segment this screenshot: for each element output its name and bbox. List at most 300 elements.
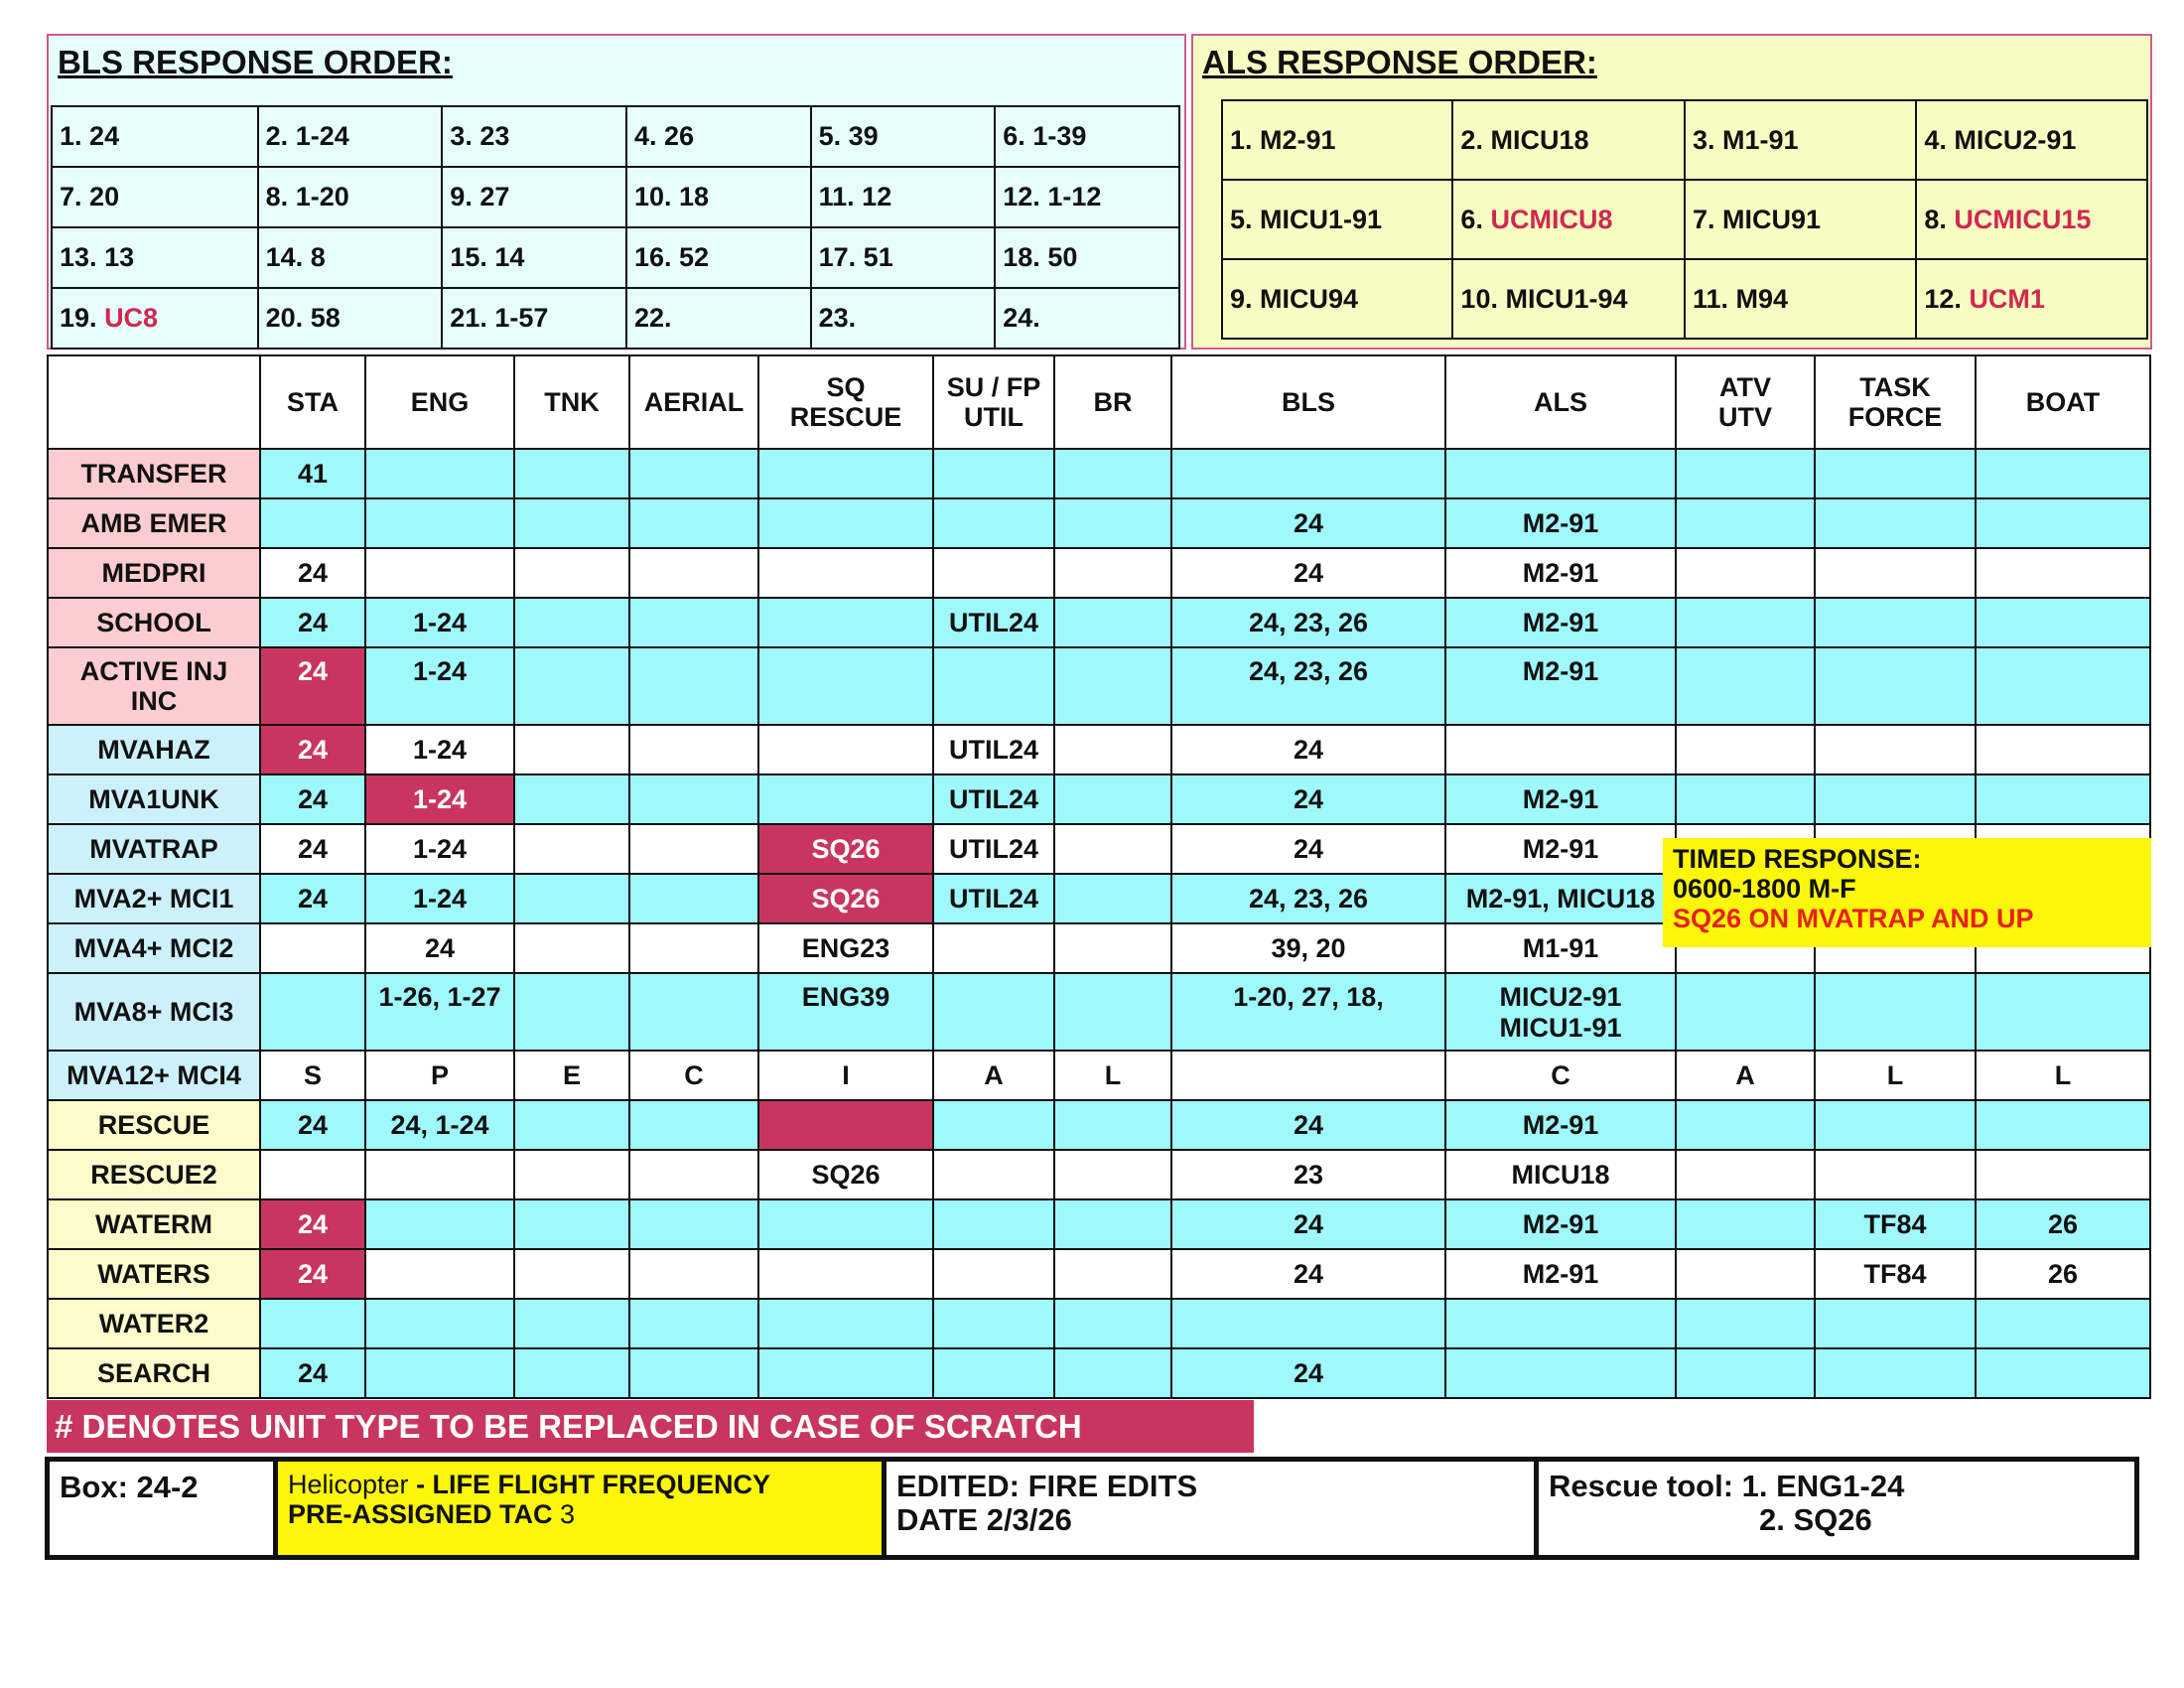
assignment-cell [1976,1100,2150,1150]
assignment-cell: I [758,1051,933,1100]
assignment-cell: L [1054,1051,1171,1100]
assignment-cell: 1-26, 1-27 [365,973,514,1051]
grid-header-text: ENG [410,387,470,417]
assignment-cell: 24 [260,1100,365,1150]
assignment-cell: 1-24 [365,725,514,774]
als-order-rank: 11. [1692,283,1728,314]
tac-label: PRE-ASSIGNED TAC [288,1499,553,1529]
grid-header-cell [365,355,514,449]
als-order-row [1222,180,2147,259]
als-order-table [1221,99,2148,340]
grid-header-text: RESCUE [789,402,902,432]
assignment-cell [1976,774,2150,824]
als-order-cell [1452,180,1685,259]
assignment-cell [1815,598,1976,647]
assignment-cell [1676,774,1815,824]
bls-order-cell [811,167,996,227]
bls-order-cell [995,167,1179,227]
assignment-cell [514,1348,629,1398]
assignment-cell [629,498,758,548]
assignment-cell [514,725,629,774]
assignment-cell [514,874,629,923]
incident-type-label: MVA8+ MCI3 [48,973,260,1051]
assignment-cell [1676,973,1815,1051]
assignment-cell [1054,449,1171,498]
grid-header-text: ATV [1719,372,1771,402]
assignment-cell [514,824,629,874]
assignment-cell [1171,1299,1445,1348]
assignment-cell: M2-91 [1445,598,1676,647]
grid-header-cell [1676,355,1815,449]
assignment-cell [1815,973,1976,1051]
assignment-cell: C [629,1051,758,1100]
als-order-rank: 4. [1924,124,1947,155]
assignment-cell [1815,1299,1976,1348]
rescue-tool-line-2: 2. SQ26 [1759,1502,1872,1537]
assignment-cell [1054,824,1171,874]
bls-order-rank: 9. [450,182,473,211]
als-order-unit: MICU2-91 [1954,124,2077,155]
assignment-cell [1976,548,2150,598]
bls-order-cell [258,227,443,288]
assignment-cell: 24 [260,1199,365,1249]
als-order-rank: 10. [1460,283,1498,314]
assignment-cell [365,1299,514,1348]
als-order-unit: MICU94 [1260,283,1359,314]
assignment-cell: 24 [260,824,365,874]
assignment-cell [933,498,1054,548]
incident-type-label: RESCUE2 [48,1150,260,1199]
assignment-cell [1815,774,1976,824]
assignment-cell [1815,725,1976,774]
assignment-cell-line: MICU1-91 [1499,1013,1622,1043]
bls-order-rank: 21. [450,303,487,333]
bls-order-rank: 14. [265,242,304,272]
assignment-cell [1054,1199,1171,1249]
assignment-cell: 24 [260,725,365,774]
assignment-cell [365,1348,514,1398]
assignment-cell [1054,647,1171,725]
incident-type-label: MVA1UNK [48,774,260,824]
incident-type-label: MVAHAZ [48,725,260,774]
als-order-rank: 8. [1924,204,1947,234]
grid-header-text: STA [287,387,339,417]
als-order-cell [1222,259,1452,339]
assignment-cell: 41 [260,449,365,498]
assignment-cell [514,1199,629,1249]
timed-response-title: TIMED RESPONSE: [1673,844,1922,874]
assignment-cell [1676,1199,1815,1249]
assignment-cell: 24, 23, 26 [1171,874,1445,923]
assignment-cell [629,725,758,774]
assignment-cell [514,449,629,498]
assignment-cell: M2-91 [1445,548,1676,598]
als-order-rank: 5. [1230,204,1253,234]
grid-row [48,774,2150,824]
als-order-rank: 1. [1230,124,1253,155]
assignment-cell: ENG23 [758,923,933,973]
assignment-cell [629,598,758,647]
assignment-cell: A [933,1051,1054,1100]
bls-order-cell [811,106,996,167]
assignment-cell [629,824,758,874]
assignment-cell [365,1199,514,1249]
assignment-cell [1976,498,2150,548]
bls-order-rank: 24. [1003,303,1040,333]
bls-order-cell [626,227,811,288]
bls-order-cell [626,288,811,349]
assignment-cell [1054,923,1171,973]
assignment-cell: UTIL24 [933,598,1054,647]
bls-order-unit: 1-12 [1047,182,1102,211]
als-order-rank: 9. [1230,283,1253,314]
bls-order-cell [995,227,1179,288]
bls-order-rank: 8. [265,182,289,211]
assignment-cell [629,548,758,598]
als-order-unit: MICU91 [1722,204,1822,234]
assignment-cell [1676,725,1815,774]
assignment-cell [758,449,933,498]
bls-order-rank: 19. [60,303,97,333]
assignment-cell: 23 [1171,1150,1445,1199]
helicopter-line [288,1470,872,1499]
grid-header-text: AERIAL [643,387,745,417]
rescue-tool-cell [1537,1460,2137,1558]
assignment-cell [365,498,514,548]
grid-header-text: UTIL [964,402,1024,432]
als-order-cell [1916,259,2147,339]
assignment-cell: UTIL24 [933,774,1054,824]
grid-header-text: SU / FP [946,372,1041,402]
grid-header-cell [1171,355,1445,449]
assignment-cell [758,598,933,647]
grid-row [48,647,2150,725]
assignment-cell [1054,725,1171,774]
bls-order-unit: 52 [679,242,710,272]
als-order-rank: 3. [1692,124,1715,155]
assignment-cell: 24, 23, 26 [1171,647,1445,725]
assignment-cell [1171,449,1445,498]
incident-type-label-line: ACTIVE INJ [79,656,228,686]
als-order-cell [1685,259,1916,339]
als-order-unit: MICU18 [1490,124,1589,155]
bls-order-unit: 1-20 [295,182,349,211]
assignment-cell [1676,498,1815,548]
incident-type-label: TRANSFER [48,449,260,498]
assignment-cell [758,498,933,548]
bls-order-rank: 18. [1003,242,1040,272]
bls-order-cell [626,106,811,167]
rescue-tool-line-1: Rescue tool: 1. ENG1-24 [1549,1469,1905,1503]
bls-order-rank: 1. [60,121,82,151]
assignment-cell [514,548,629,598]
assignment-cell: UTIL24 [933,725,1054,774]
grid-row [48,449,2150,498]
assignment-cell [514,1150,629,1199]
assignment-cell [1815,498,1976,548]
scratch-note-banner [47,1400,1254,1453]
incident-type-label: SEARCH [48,1348,260,1398]
bls-response-order-panel [47,34,1186,350]
incident-type-label: SCHOOL [48,598,260,647]
helicopter-label: Helicopter [288,1470,409,1499]
bls-order-table [51,105,1180,350]
grid-header-text: BR [1093,387,1133,417]
assignment-cell [514,647,629,725]
assignment-cell: 24 [1171,1348,1445,1398]
assignment-cell [1815,1348,1976,1398]
assignment-cell [933,1249,1054,1299]
assignment-cell [1445,1299,1676,1348]
bls-order-unit: 1-39 [1032,121,1087,151]
grid-header-cell [1054,355,1171,449]
bls-order-rank: 7. [60,182,82,211]
assignment-cell: 24 [1171,824,1445,874]
assignment-cell [260,498,365,548]
incident-type-label-line: INC [130,686,178,716]
assignment-cell: 24 [1171,498,1445,548]
bls-order-unit: 26 [664,121,695,151]
assignment-cell [1815,449,1976,498]
grid-row [48,1249,2150,1299]
assignment-cell [1054,973,1171,1051]
assignment-cell [758,647,933,725]
assignment-cell [1815,1100,1976,1150]
assignment-cell: 24, 23, 26 [1171,598,1445,647]
assignment-cell [514,1299,629,1348]
assignment-cell: 24 [1171,1249,1445,1299]
assignment-cell: 24 [260,1249,365,1299]
assignment-cell: M2-91 [1445,1100,1676,1150]
bls-order-cell [442,167,626,227]
assignment-cell: 24 [260,1348,365,1398]
incident-type-label: MVA4+ MCI2 [48,923,260,973]
assignment-cell [629,449,758,498]
assignment-cell [1054,548,1171,598]
grid-header-text: BLS [1282,387,1335,417]
assignment-cell: E [514,1051,629,1100]
bls-order-cell [258,167,443,227]
als-order-unit: M2-91 [1260,124,1336,155]
grid-header-cell [629,355,758,449]
als-order-rank: 6. [1460,204,1483,234]
life-flight-frequency: - LIFE FLIGHT FREQUENCY [408,1470,771,1499]
assignment-cell [933,1299,1054,1348]
assignment-cell [758,1100,933,1150]
bls-order-cell [442,288,626,349]
assignment-cell: L [1976,1051,2150,1100]
assignment-cell [1445,1348,1676,1398]
bls-order-cell [52,227,258,288]
assignment-cell: M2-91 [1445,774,1676,824]
als-order-unit: UCMICU8 [1490,204,1613,234]
bls-order-cell [442,227,626,288]
assignment-cell: M2-91 [1445,647,1676,725]
bls-order-unit: 14 [494,242,525,272]
assignment-cell [260,1299,365,1348]
assignment-cell [514,1249,629,1299]
assignment-cell [1054,1100,1171,1150]
assignment-cell: 39, 20 [1171,923,1445,973]
assignment-cell: 24 [260,548,365,598]
als-order-rank: 2. [1460,124,1483,155]
assignment-cell: 24, 1-24 [365,1100,514,1150]
assignment-cell: S [260,1051,365,1100]
assignment-cell-line: MICU2-91 [1499,982,1622,1012]
grid-row [48,498,2150,548]
box-number: Box: 24-2 [60,1470,199,1504]
bls-order-rank: 15. [450,242,487,272]
assignment-cell [933,548,1054,598]
bls-order-row [52,106,1179,167]
assignment-cell: 26 [1976,1199,2150,1249]
assignment-cell [1445,725,1676,774]
assignment-cell [629,923,758,973]
grid-header-cell [758,355,933,449]
assignment-cell [1976,598,2150,647]
grid-row [48,1199,2150,1249]
grid-header-text: UTV [1718,402,1772,432]
assignment-cell [1676,647,1815,725]
als-order-rank: 12. [1924,283,1962,314]
footer-info-table [45,1457,2139,1560]
bls-order-unit: 1-24 [295,121,349,151]
bls-order-cell [995,106,1179,167]
bls-order-title: BLS RESPONSE ORDER: [58,44,453,80]
assignment-cell [933,923,1054,973]
grid-row [48,548,2150,598]
bls-order-unit: 51 [863,242,893,272]
incident-type-label: WATERM [48,1199,260,1249]
assignment-cell: 24 [1171,1199,1445,1249]
incident-type-label: WATERS [48,1249,260,1299]
assignment-cell: UTIL24 [933,824,1054,874]
assignment-cell [1815,1150,1976,1199]
assignment-cell [758,548,933,598]
assignment-cell: M2-91 [1445,824,1676,874]
assignment-cell [1976,647,2150,725]
als-order-row [1222,100,2147,180]
bls-order-cell [52,288,258,349]
assignment-cell [629,1249,758,1299]
als-order-unit: MICU1-91 [1260,204,1383,234]
bls-order-cell [626,167,811,227]
als-order-rank: 7. [1692,204,1715,234]
assignment-cell [629,1199,758,1249]
bls-order-unit: 23 [479,121,510,151]
assignment-cell [365,449,514,498]
assignment-cell: 1-24 [365,598,514,647]
bls-order-unit: 1-57 [494,303,549,333]
als-response-order-panel [1191,34,2152,350]
assignment-cell: TF84 [1815,1249,1976,1299]
assignment-cell [933,1199,1054,1249]
grid-row [48,725,2150,774]
grid-header-cell [260,355,365,449]
assignment-cell [758,1299,933,1348]
incident-type-label [48,647,260,725]
assignment-cell [629,774,758,824]
als-order-cell [1685,180,1916,259]
incident-type-label: RESCUE [48,1100,260,1150]
bls-order-cell [258,106,443,167]
assignment-cell: P [365,1051,514,1100]
edited-cell [885,1460,1537,1558]
assignment-cell: 1-24 [365,774,514,824]
bls-order-unit: 50 [1047,242,1078,272]
grid-header-cell [1445,355,1676,449]
grid-header-text: BOAT [2025,387,2101,417]
bls-order-rank: 12. [1003,182,1040,211]
bls-order-unit: 12 [862,182,892,211]
assignment-cell: M2-91 [1445,1249,1676,1299]
assignment-cell [1054,774,1171,824]
assignment-cell [1054,1348,1171,1398]
grid-header-cell [933,355,1054,449]
assignment-cell [1976,725,2150,774]
assignment-cell [1815,647,1976,725]
assignment-cell [1171,1051,1445,1100]
bls-order-unit: 13 [104,242,135,272]
als-order-unit: M94 [1735,283,1789,314]
assignment-cell [1976,973,2150,1051]
edited-by: EDITED: FIRE EDITS [896,1469,1198,1503]
als-order-cell [1685,100,1916,180]
assignment-cell: M2-91, MICU18 [1445,874,1676,923]
incident-type-label: MVA12+ MCI4 [48,1051,260,1100]
assignment-cell [365,1150,514,1199]
assignment-cell [514,774,629,824]
assignment-cell: 24 [260,598,365,647]
grid-row [48,1051,2150,1100]
assignment-cell [758,725,933,774]
bls-order-cell [811,227,996,288]
grid-header-text: SQ [826,372,866,402]
bls-order-rank: 3. [450,121,473,151]
bls-order-rank: 10. [633,182,672,211]
bls-order-rank: 22. [633,303,672,333]
bls-order-unit: 58 [310,303,341,333]
assignment-cell [1976,1348,2150,1398]
assignment-cell: C [1445,1051,1676,1100]
bls-order-row [52,288,1179,349]
bls-order-cell [52,106,258,167]
assignment-cell [1815,548,1976,598]
assignment-cell [758,1199,933,1249]
incident-type-label: WATER2 [48,1299,260,1348]
incident-type-label: AMB EMER [48,498,260,548]
assignment-cell: TF84 [1815,1199,1976,1249]
assignment-cell [1054,1249,1171,1299]
assignment-cell [933,973,1054,1051]
assignment-cell [1976,449,2150,498]
assignment-cell [1676,1249,1815,1299]
assignment-cell: 1-24 [365,647,514,725]
bls-order-rank: 17. [818,242,857,272]
assignment-cell [1976,1150,2150,1199]
assignment-cell: 1-24 [365,824,514,874]
assignment-cell [629,973,758,1051]
assignment-cell [629,647,758,725]
assignment-cell [1445,449,1676,498]
assignment-cell [933,1100,1054,1150]
grid-row [48,973,2150,1051]
assignment-cell [933,1150,1054,1199]
als-order-cell [1222,180,1452,259]
edit-date: DATE 2/3/26 [896,1502,1072,1537]
assignment-cell: 1-24 [365,874,514,923]
assignment-cell [758,774,933,824]
